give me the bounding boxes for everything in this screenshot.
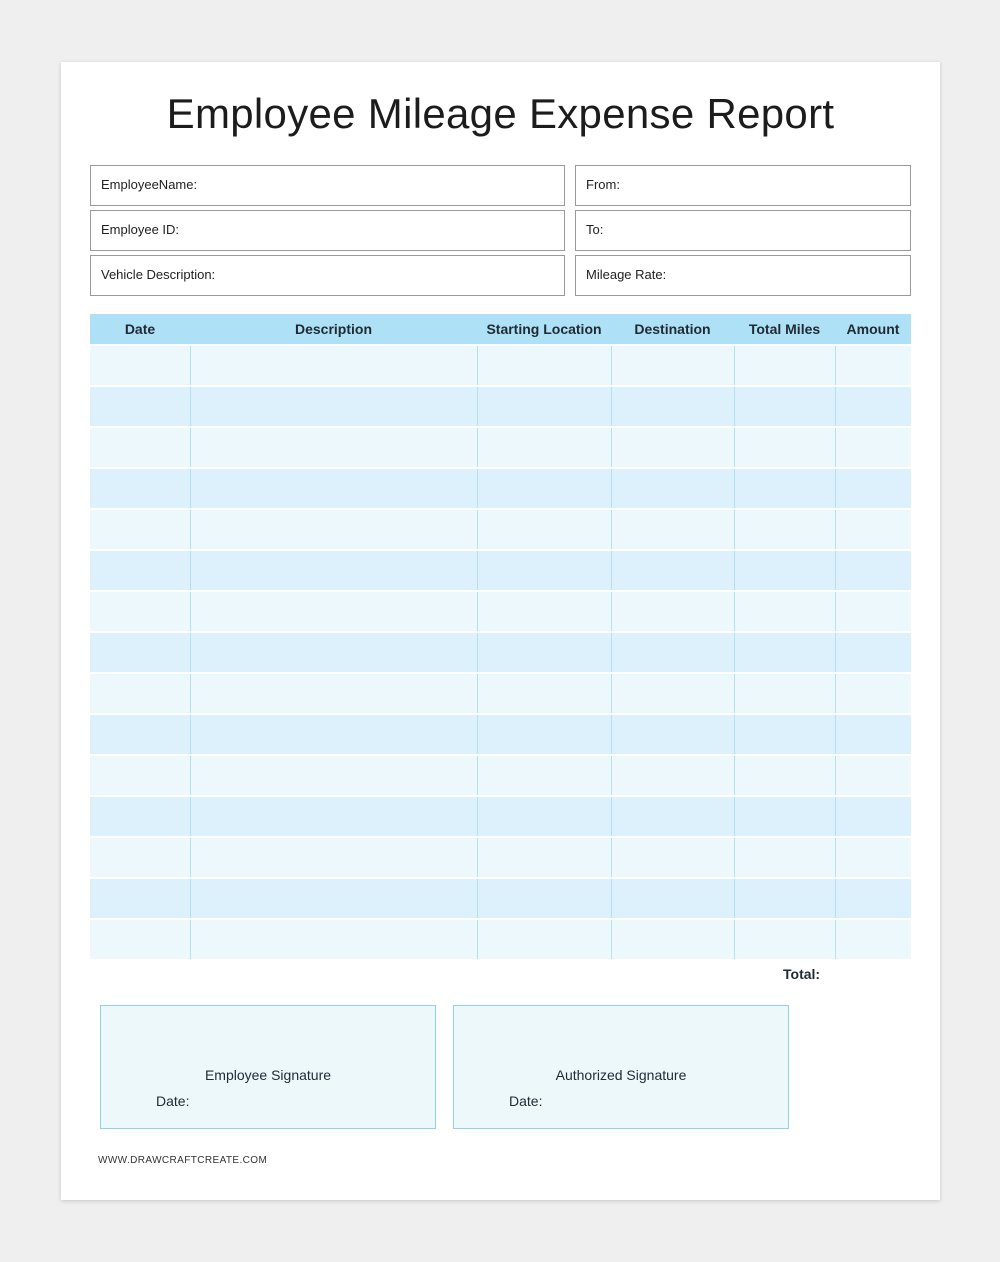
table-cell-amount[interactable] xyxy=(835,509,911,550)
table-cell-description[interactable] xyxy=(190,878,477,919)
table-cell-date[interactable] xyxy=(90,468,190,509)
table-cell-date[interactable] xyxy=(90,673,190,714)
table-cell-description[interactable] xyxy=(190,632,477,673)
table-cell-starting-location[interactable] xyxy=(477,878,611,919)
table-cell-destination[interactable] xyxy=(611,427,734,468)
authorized-signature-box[interactable] xyxy=(453,1005,789,1129)
from-field[interactable]: From: xyxy=(575,165,911,206)
table-cell-destination[interactable] xyxy=(611,755,734,796)
table-cell-amount[interactable] xyxy=(835,755,911,796)
to-field[interactable]: To: xyxy=(575,210,911,251)
employee-signature-label: Employee Signature xyxy=(204,1067,332,1083)
table-cell-destination[interactable] xyxy=(611,919,734,959)
table-cell-starting-location[interactable] xyxy=(477,796,611,837)
table-row xyxy=(90,755,911,796)
table-cell-starting-location[interactable] xyxy=(477,468,611,509)
table-cell-destination[interactable] xyxy=(611,386,734,427)
table-cell-starting-location[interactable] xyxy=(477,509,611,550)
table-cell-amount[interactable] xyxy=(835,591,911,632)
table-cell-date[interactable] xyxy=(90,796,190,837)
table-cell-description[interactable] xyxy=(190,509,477,550)
table-cell-amount[interactable] xyxy=(835,714,911,755)
table-cell-total-miles[interactable] xyxy=(734,550,835,591)
table-cell-total-miles[interactable] xyxy=(734,386,835,427)
table-cell-date[interactable] xyxy=(90,837,190,878)
table-cell-description[interactable] xyxy=(190,591,477,632)
table-row xyxy=(90,878,911,919)
column-header-total-miles: Total Miles xyxy=(734,314,835,345)
column-header-description: Description xyxy=(190,314,477,345)
table-row xyxy=(90,714,911,755)
table-row xyxy=(90,837,911,878)
table-row xyxy=(90,632,911,673)
table-cell-starting-location[interactable] xyxy=(477,714,611,755)
table-cell-amount[interactable] xyxy=(835,345,911,386)
table-cell-destination[interactable] xyxy=(611,878,734,919)
table-cell-date[interactable] xyxy=(90,878,190,919)
table-cell-amount[interactable] xyxy=(835,919,911,959)
table-cell-description[interactable] xyxy=(190,345,477,386)
table-cell-starting-location[interactable] xyxy=(477,345,611,386)
employee-name-field[interactable]: EmployeeName: xyxy=(90,165,565,206)
table-cell-amount[interactable] xyxy=(835,796,911,837)
report-sheet xyxy=(61,62,940,1200)
table-cell-description[interactable] xyxy=(190,796,477,837)
employee-signature-box[interactable] xyxy=(100,1005,436,1129)
table-cell-starting-location[interactable] xyxy=(477,632,611,673)
column-header-destination: Destination xyxy=(611,314,734,345)
table-row xyxy=(90,509,911,550)
table-cell-total-miles[interactable] xyxy=(734,878,835,919)
table-cell-total-miles[interactable] xyxy=(734,755,835,796)
table-row xyxy=(90,427,911,468)
mileage-log-table xyxy=(90,314,911,959)
table-cell-destination[interactable] xyxy=(611,837,734,878)
table-cell-starting-location[interactable] xyxy=(477,837,611,878)
table-cell-starting-location[interactable] xyxy=(477,755,611,796)
table-cell-amount[interactable] xyxy=(835,878,911,919)
table-cell-starting-location[interactable] xyxy=(477,673,611,714)
table-cell-destination[interactable] xyxy=(611,550,734,591)
table-cell-amount[interactable] xyxy=(835,427,911,468)
table-cell-total-miles[interactable] xyxy=(734,591,835,632)
table-cell-total-miles[interactable] xyxy=(734,837,835,878)
table-cell-amount[interactable] xyxy=(835,386,911,427)
table-cell-destination[interactable] xyxy=(611,345,734,386)
table-cell-date[interactable] xyxy=(90,386,190,427)
table-cell-total-miles[interactable] xyxy=(734,673,835,714)
table-cell-destination[interactable] xyxy=(611,591,734,632)
table-cell-total-miles[interactable] xyxy=(734,345,835,386)
employee-id-field[interactable]: Employee ID: xyxy=(90,210,565,251)
table-cell-starting-location[interactable] xyxy=(477,386,611,427)
table-row xyxy=(90,919,911,959)
table-cell-date[interactable] xyxy=(90,509,190,550)
table-row xyxy=(90,345,911,386)
table-cell-total-miles[interactable] xyxy=(734,632,835,673)
table-cell-total-miles[interactable] xyxy=(734,509,835,550)
table-cell-destination[interactable] xyxy=(611,714,734,755)
table-header-row xyxy=(90,314,911,345)
table-cell-description[interactable] xyxy=(190,919,477,959)
table-cell-total-miles[interactable] xyxy=(734,468,835,509)
table-row xyxy=(90,796,911,837)
table-cell-amount[interactable] xyxy=(835,468,911,509)
employee-signature-date-label: Date: xyxy=(156,1093,190,1109)
table-cell-date[interactable] xyxy=(90,755,190,796)
table-cell-starting-location[interactable] xyxy=(477,427,611,468)
table-cell-date[interactable] xyxy=(90,427,190,468)
authorized-signature-label: Authorized Signature xyxy=(555,1067,687,1083)
table-cell-total-miles[interactable] xyxy=(734,427,835,468)
table-cell-total-miles[interactable] xyxy=(734,796,835,837)
table-cell-description[interactable] xyxy=(190,550,477,591)
footer-website: WWW.DRAWCRAFTCREATE.COM xyxy=(98,1155,268,1166)
table-cell-description[interactable] xyxy=(190,386,477,427)
total-label: Total: xyxy=(783,966,821,982)
table-row xyxy=(90,468,911,509)
table-row xyxy=(90,550,911,591)
table-cell-date[interactable] xyxy=(90,345,190,386)
table-cell-destination[interactable] xyxy=(611,632,734,673)
table-cell-destination[interactable] xyxy=(611,796,734,837)
table-cell-description[interactable] xyxy=(190,755,477,796)
authorized-signature-date-label: Date: xyxy=(509,1093,543,1109)
table-cell-total-miles[interactable] xyxy=(734,714,835,755)
table-cell-description[interactable] xyxy=(190,837,477,878)
page-title: Employee Mileage Expense Report xyxy=(166,90,835,137)
table-cell-date[interactable] xyxy=(90,919,190,959)
table-cell-date[interactable] xyxy=(90,714,190,755)
table-cell-amount[interactable] xyxy=(835,632,911,673)
vehicle-description-field[interactable]: Vehicle Description: xyxy=(90,255,565,296)
column-header-amount: Amount xyxy=(835,314,911,345)
table-cell-destination[interactable] xyxy=(611,509,734,550)
column-header-starting-location: Starting Location xyxy=(477,314,611,345)
table-cell-description[interactable] xyxy=(190,673,477,714)
table-cell-description[interactable] xyxy=(190,468,477,509)
table-cell-amount[interactable] xyxy=(835,673,911,714)
column-header-date: Date xyxy=(90,314,190,345)
table-cell-amount[interactable] xyxy=(835,837,911,878)
table-body xyxy=(90,345,911,959)
table-cell-date[interactable] xyxy=(90,632,190,673)
table-cell-destination[interactable] xyxy=(611,673,734,714)
mileage-rate-field[interactable]: Mileage Rate: xyxy=(575,255,911,296)
table-row xyxy=(90,673,911,714)
table-cell-description[interactable] xyxy=(190,714,477,755)
table-cell-destination[interactable] xyxy=(611,468,734,509)
table-row xyxy=(90,386,911,427)
table-cell-date[interactable] xyxy=(90,591,190,632)
table-cell-amount[interactable] xyxy=(835,550,911,591)
table-cell-date[interactable] xyxy=(90,550,190,591)
table-cell-description[interactable] xyxy=(190,427,477,468)
table-cell-starting-location[interactable] xyxy=(477,591,611,632)
table-cell-starting-location[interactable] xyxy=(477,919,611,959)
table-cell-starting-location[interactable] xyxy=(477,550,611,591)
table-row xyxy=(90,591,911,632)
table-cell-total-miles[interactable] xyxy=(734,919,835,959)
